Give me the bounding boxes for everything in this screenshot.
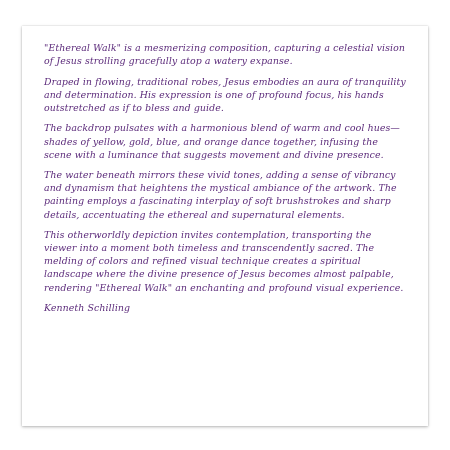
paragraph-intro: "Ethereal Walk" is a mesmerizing composition, capturing a celestial vision of Jesus strolling gracefully atop a watery expanse.: [44, 43, 406, 68]
description-card: [22, 26, 428, 426]
paragraph-contemplation: This otherworldly depiction invites contemplation, transporting the viewer into a moment both timeless and transcendently sacred. The melding of colors and refined visual technique creates a spiritual landscape where the divine presence of Jesus becomes almost palpable, rendering "Ethereal Walk" an enchanting and profound visual experience.: [44, 230, 404, 294]
paragraph-backdrop: The backdrop pulsates with a harmonious blend of warm and cool hues—shades of yellow, gold, blue, and orange dance together, infusing the scene with a luminance that suggests movement and divine presence.: [44, 123, 400, 161]
artist-signature: Kenneth Schilling: [44, 303, 131, 315]
paragraph-robes: Draped in flowing, traditional robes, Jesus embodies an aura of tranquility and determination. His expression is one of profound focus, his hands outstretched as if to bless and guide.: [44, 76, 406, 114]
paragraph-water: The water beneath mirrors these vivid tones, adding a sense of vibrancy and dynamism that heightens the mystical ambiance of the artwork. The painting employs a fascinating interplay of soft brushstrokes and sharp details, accentuating the ethereal and supernatural elements.: [44, 170, 397, 221]
description-text: [44, 42, 406, 315]
